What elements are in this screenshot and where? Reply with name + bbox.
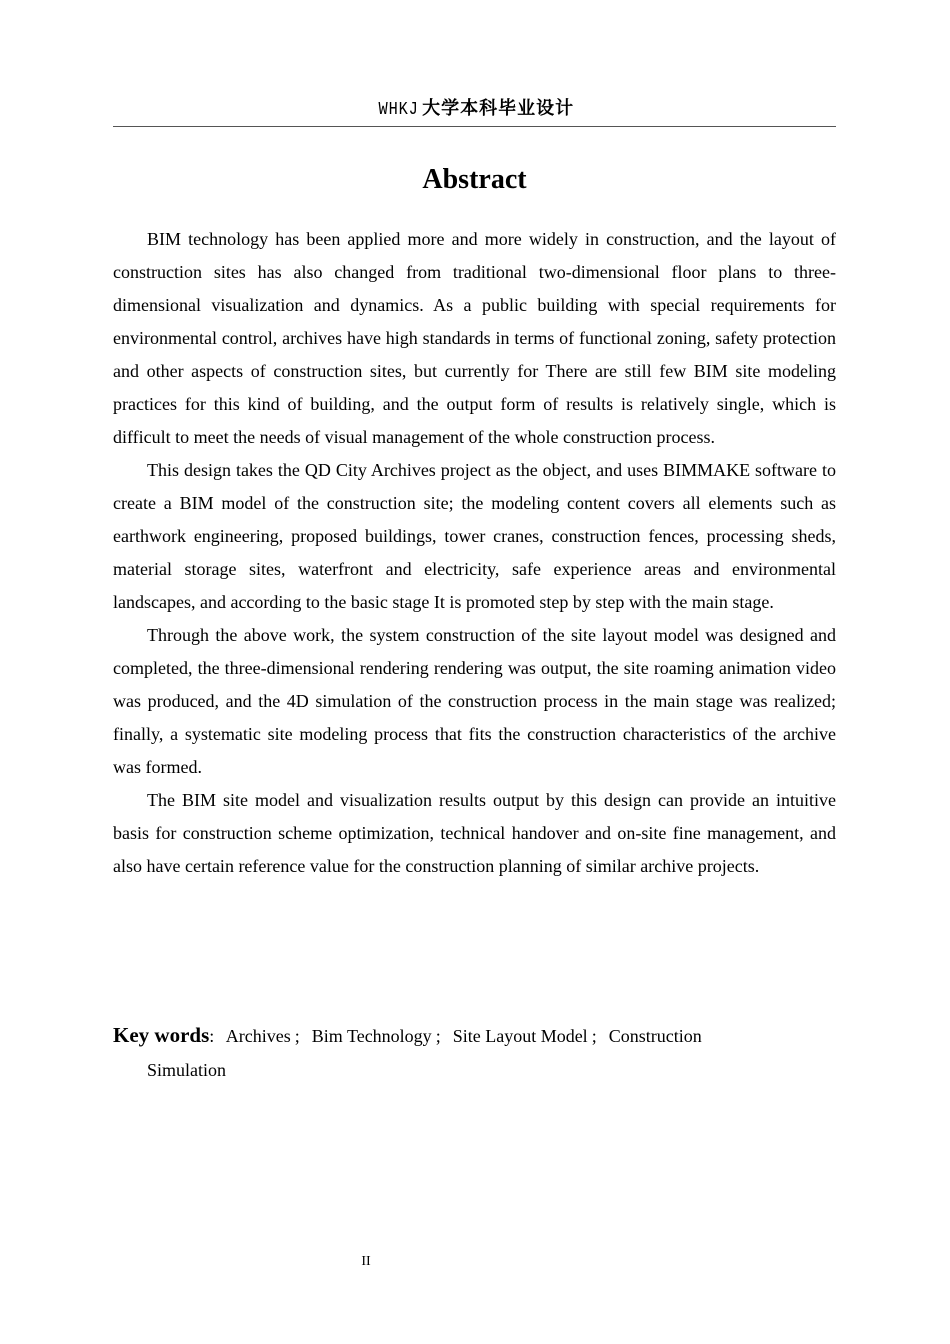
- keywords-section: [113, 1018, 836, 1087]
- abstract-paragraph-2: This design takes the QD City Archives project as the object, and uses BIMMAKE software to create a BIM model of the construction site; the modeling content covers all elements such as earthwork engineering, proposed buildings, tower cranes, construction fences, processing sheds, material storage sites, waterfront and electricity, safe experience areas and environmental landscapes, and according to the basic stage It is promoted step by step with the main stage.: [113, 460, 836, 612]
- abstract-paragraph-3: Through the above work, the system construction of the site layout model was designed and completed, the three-dimensional rendering rendering was output, the site roaming animation video was produced, and the 4D simulation of the construction process in the main stage was realized; finally, a systematic site modeling process that fits the construction characteristics of the archive was formed.: [113, 625, 836, 777]
- header-latin: WHKJ: [378, 100, 419, 120]
- keyword-construction: Construction: [608, 1026, 702, 1046]
- header-cjk: 大学本科毕业设计: [422, 98, 575, 119]
- keyword-separator: ;: [294, 1026, 300, 1046]
- keyword-separator: ;: [435, 1026, 441, 1046]
- page-header: [113, 96, 836, 127]
- keyword-site-layout-model: Site Layout Model: [452, 1026, 588, 1046]
- page-number: II: [361, 1254, 371, 1269]
- keyword-continuation: Simulation: [147, 1060, 227, 1080]
- keywords-colon: :: [209, 1026, 215, 1046]
- keyword-separator: ;: [591, 1026, 597, 1046]
- abstract-paragraph-1: BIM technology has been applied more and more widely in construction, and the layout of construction sites has also changed from traditional two-dimensional floor plans to three-dimensional visualization and dynamics. As a public building with special requirements for environmental control, archives have high standards in terms of functional zoning, safety protection and other aspects of construction sites, but currently for There are still few BIM site modeling practices for this kind of building, and the output form of results is relatively single, which is difficult to meet the needs of visual management of the whole construction process.: [113, 229, 836, 447]
- abstract-paragraph-4: The BIM site model and visualization results output by this design can provide an intuitive basis for construction scheme optimization, technical handover and on-site fine management, and also have certain reference value for the construction planning of similar archive projects.: [113, 790, 836, 876]
- abstract-body: [113, 223, 836, 883]
- header-title: [375, 96, 574, 123]
- keyword-archives: Archives: [225, 1026, 291, 1046]
- keywords-label: Key words: [113, 1023, 210, 1047]
- abstract-title: Abstract: [422, 164, 527, 195]
- keyword-bim-technology: Bim Technology: [311, 1026, 432, 1046]
